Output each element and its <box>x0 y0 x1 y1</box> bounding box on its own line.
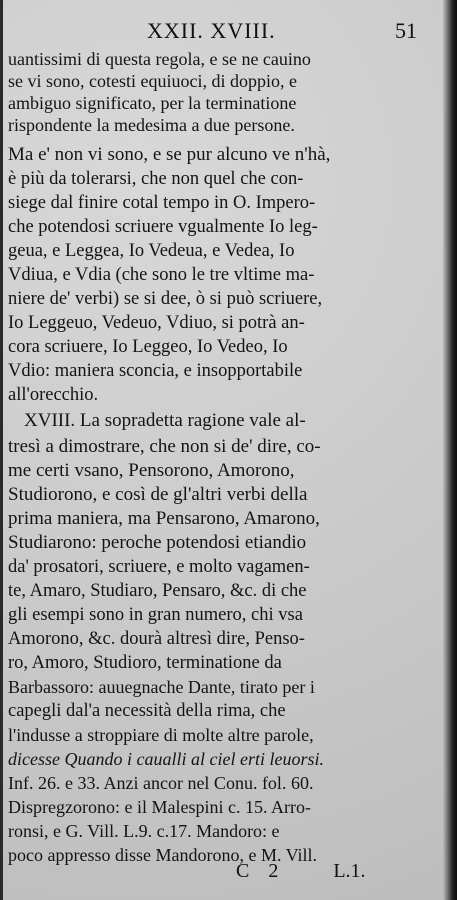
signature-mark: C <box>236 860 250 882</box>
text-line: all'orecchio. <box>8 385 99 405</box>
text-line: cora scriuere, Io Leggeo, Io Vedeo, Io <box>8 337 288 357</box>
running-title: XXII. XVIII. <box>147 18 276 43</box>
text-line: prima maniera, ma Pensarono, Amarono, <box>8 508 320 529</box>
text-line: Studiarono: peroche potendosi etiandio <box>8 532 307 553</box>
text-line: geua, e Leggea, Io Vedeua, e Vedea, Io <box>8 241 295 261</box>
page-footer <box>236 860 380 883</box>
text-line: Io Leggeuo, Vedeuo, Vdiuo, si potrà an- <box>8 313 305 333</box>
text-line: niere de' verbi) se si dee, ò si può scriuere, <box>8 289 323 309</box>
text-line: Barbassoro: auuegnache Dante, tirato per i <box>8 677 315 697</box>
text-line: è più da tolerarsi, che non quel che con- <box>8 169 304 189</box>
text-line: uantissimi di questa regola, e se ne cauino <box>8 49 311 69</box>
page-edge-left <box>0 0 3 900</box>
text-line: ro, Amoro, Studioro, terminatione da <box>8 653 282 673</box>
catchword: L.1. <box>333 860 366 882</box>
text-line: ambiguo significato, per la terminatione <box>8 93 297 113</box>
page-number: 51 <box>395 18 417 43</box>
text-line: rispondente la medesima a due persone. <box>8 115 295 135</box>
text-line: dicesse Quando i caualli al ciel erti leuorsi. <box>8 749 324 769</box>
text-line: ronsi, e G. Vill. L.9. c.17. Mandoro: e <box>8 821 280 841</box>
text-line: Ma e' non vi sono, e se pur alcuno ve n'hà, <box>8 144 331 165</box>
text-line: gli esempi sono in gran numero, chi vsa <box>8 605 303 625</box>
text-line: Studiorono, e così de gl'altri verbi della <box>8 484 308 505</box>
text-line: Amorono, &c. dourà altresì dire, Penso- <box>8 629 305 649</box>
text-line: da' prosatori, scriuere, e molto vagamen- <box>8 557 310 577</box>
text-line: Dispregzorono: e il Malespini c. 15. Arro- <box>8 797 311 817</box>
page-header <box>0 18 457 46</box>
text-line: me certi vsano, Pensorono, Amorono, <box>8 460 295 481</box>
text-line: capegli dal'a necessità della rima, che <box>8 701 286 721</box>
text-line: poco appresso disse Mandorono, e M. Vill. <box>8 845 318 865</box>
text-line: che potendosi scriuere vgualmente Io leg- <box>8 217 318 237</box>
text-line: Inf. 26. e 33. Anzi ancor nel Conu. fol. 60. <box>8 773 314 793</box>
signature-number: 2 <box>268 860 279 882</box>
text-line: tresì a dimostrare, che non si de' dire, co- <box>8 436 321 457</box>
page-edge-right <box>443 0 457 900</box>
text-line: Vdio: maniera sconcia, e insopportabile <box>8 361 303 381</box>
text-line: XVIII. La sopradetta ragione vale al- <box>24 410 306 431</box>
text-line: te, Amaro, Studiaro, Pensaro, &c. di che <box>8 581 307 601</box>
text-line: siege dal finire cotal tempo in O. Impero- <box>8 193 316 213</box>
text-line: l'indusse a stroppiare di molte altre parole, <box>8 725 314 745</box>
text-line: Vdiua, e Vdia (che sono le tre vltime ma- <box>8 265 315 285</box>
text-line: se vi sono, cotesti equiuoci, di doppio, e <box>8 71 297 91</box>
